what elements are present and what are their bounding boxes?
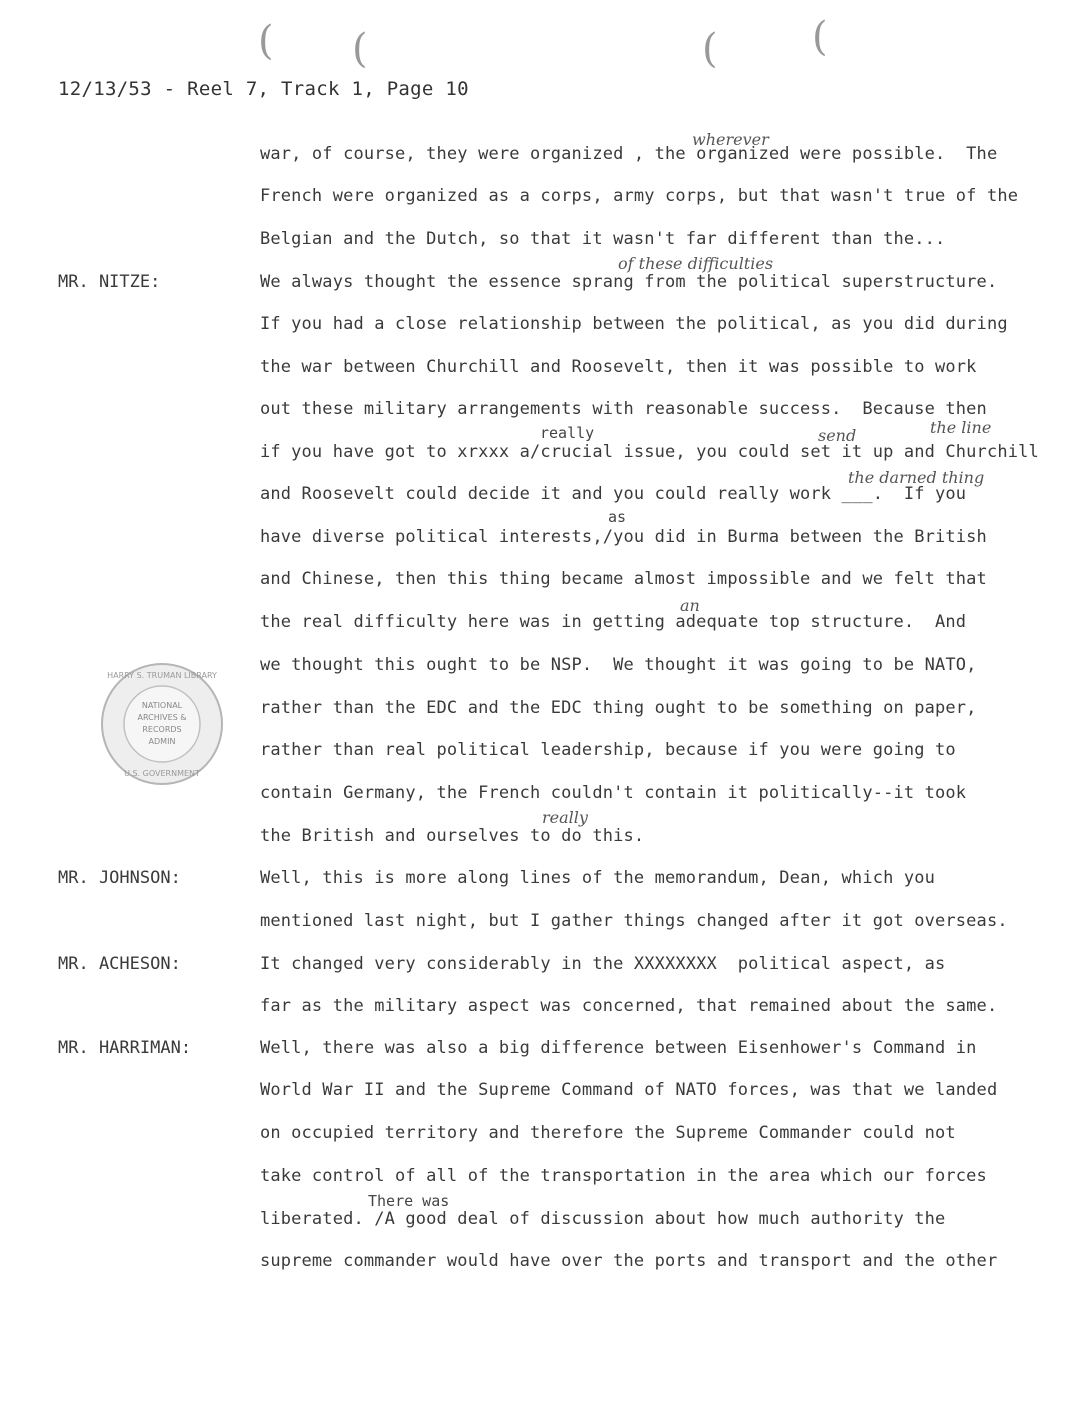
text-line: supreme commander would have over the ports and transport and the other	[260, 1251, 998, 1271]
handwritten-insert: really	[542, 808, 588, 827]
speaker-label: MR. JOHNSON:	[58, 868, 181, 888]
text-line: If you had a close relationship between the political, as you did during	[260, 314, 1008, 334]
text-line: Well, this is more along lines of the memorandum, Dean, which you	[260, 868, 936, 888]
speaker-label: MR. ACHESON:	[58, 954, 181, 974]
text-line: and Roosevelt could decide it and you could really work ___. If you	[260, 484, 967, 504]
stamp-center-line: RECORDS	[142, 725, 182, 734]
typed-insert: really	[540, 424, 595, 442]
stamp-bottom-text: U.S. GOVERNMENT	[124, 769, 200, 778]
text-line: mentioned last night, but I gather things changed after it got overseas.	[260, 911, 1008, 931]
handwritten-insert: the darned thing	[848, 468, 985, 487]
text-line: Belgian and the Dutch, so that it wasn't far different than the...	[260, 229, 946, 249]
text-line: We always thought the essence sprang from the political superstructure.	[260, 272, 998, 292]
text-line: we thought this ought to be NSP. We thought it was going to be NATO,	[260, 655, 977, 675]
text-line: rather than real political leadership, because if you were going to	[260, 740, 956, 760]
text-line: liberated. /A good deal of discussion about how much authority the	[260, 1209, 946, 1229]
text-line: It changed very considerably in the XXXXXXXX political aspect, as	[260, 954, 946, 974]
punch-mark: (	[258, 18, 274, 64]
stamp-ring-text: HARRY S. TRUMAN LIBRARY	[107, 671, 217, 680]
punch-mark: (	[812, 14, 828, 60]
handwritten-insert: of these difficulties	[618, 254, 774, 273]
text-line: rather than the EDC and the EDC thing ought to be something on paper,	[260, 698, 977, 718]
text-line: Well, there was also a big difference between Eisenhower's Command in	[260, 1038, 977, 1058]
punch-mark: (	[702, 26, 718, 72]
page-header: 12/13/53 - Reel 7, Track 1, Page 10	[58, 78, 469, 100]
text-line: French were organized as a corps, army corps, but that wasn't true of the	[260, 186, 1019, 206]
typed-insert: There was	[368, 1192, 450, 1210]
speaker-label: MR. HARRIMAN:	[58, 1038, 192, 1058]
text-line: and Chinese, then this thing became almost impossible and we felt that	[260, 569, 987, 589]
text-line: if you have got to xrxxx a/crucial issue, you could set it up and Churchill	[260, 442, 1039, 462]
text-line: on occupied territory and therefore the Supreme Commander could not	[260, 1123, 956, 1143]
stamp-center-line: NATIONAL	[141, 701, 183, 710]
handwritten-insert: send	[818, 426, 857, 445]
text-line: far as the military aspect was concerned, that remained about the same.	[260, 996, 998, 1016]
punch-mark: (	[352, 26, 368, 72]
typed-insert: as	[608, 508, 627, 526]
handwritten-insert: the line	[930, 418, 992, 437]
text-line: the real difficulty here was in getting adequate top structure. And	[260, 612, 967, 632]
stamp-center-line: ADMIN	[148, 737, 176, 746]
text-line: war, of course, they were organized , the organized were possible. The	[260, 144, 998, 164]
text-line: World War II and the Supreme Command of NATO forces, was that we landed	[260, 1080, 998, 1100]
text-line: the British and ourselves to do this.	[260, 826, 645, 846]
text-line: contain Germany, the French couldn't contain it politically--it took	[260, 783, 967, 803]
handwritten-insert: an	[680, 596, 700, 615]
text-line: take control of all of the transportation in the area which our forces	[260, 1166, 987, 1186]
text-line: the war between Churchill and Roosevelt, then it was possible to work	[260, 357, 977, 377]
text-line: have diverse political interests,/you did in Burma between the British	[260, 527, 987, 547]
library-stamp	[98, 660, 226, 788]
handwritten-insert: wherever	[692, 130, 769, 149]
speaker-label: MR. NITZE:	[58, 272, 161, 292]
text-line: out these military arrangements with reasonable success. Because then	[260, 399, 987, 419]
stamp-center-line: ARCHIVES &	[137, 713, 187, 722]
